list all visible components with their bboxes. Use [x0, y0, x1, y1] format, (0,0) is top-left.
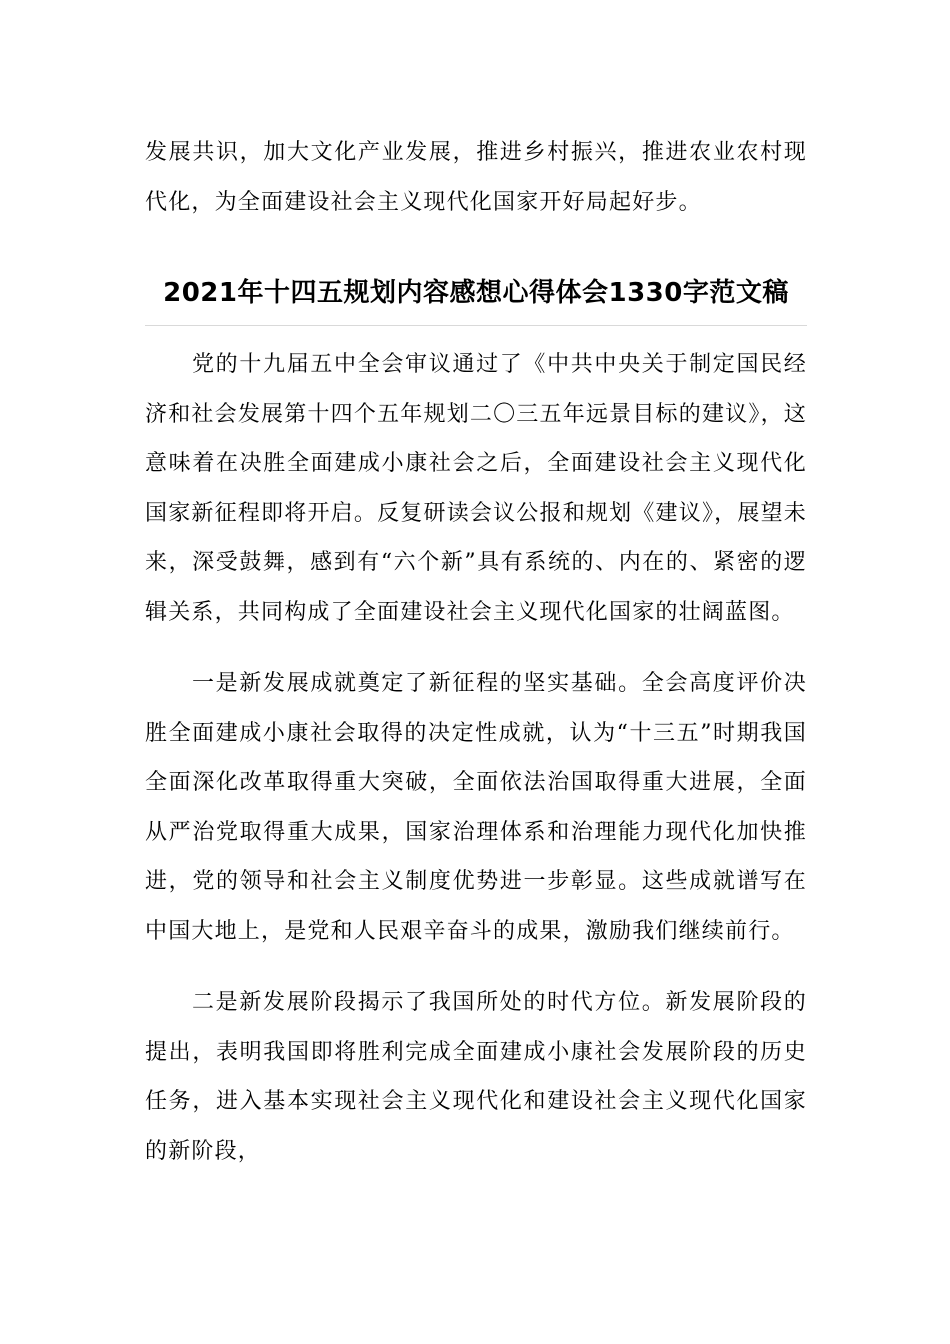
body-paragraph-1: 党的十九届五中全会审议通过了《中共中央关于制定国民经济和社会发展第十四个五年规划二〇三五年远景目标的建议》，这意味着在决胜全面建成小康社会之后，全面建设社会主义现代化国家新征程即将开启。反复研读会议公报和规划《建议》，展望未来，深受鼓舞，感到有“六个新”具有系统的、内在的、紧密的逻辑关系，共同构成了全面建设社会主义现代化国家的壮阔蓝图。: [145, 352, 807, 625]
body-paragraph-3: 二是新发展阶段揭示了我国所处的时代方位。新发展阶段的提出，表明我国即将胜利完成全面建成小康社会发展阶段的历史任务，进入基本实现社会主义现代化和建设社会主义现代化国家的新阶段，: [145, 990, 807, 1164]
document-body: [145, 128, 807, 1176]
title-block: [145, 275, 807, 326]
intro-paragraph: 发展共识，加大文化产业发展，推进乡村振兴，推进农业农村现代化，为全面建设社会主义现代化国家开好局起好步。: [145, 140, 807, 215]
body-paragraph-2: 一是新发展成就奠定了新征程的坚实基础。全会高度评价决胜全面建成小康社会取得的决定性成就，认为“十三五”时期我国全面深化改革取得重大突破，全面依法治国取得重大进展，全面从严治党取得重大成果，国家治理体系和治理能力现代化加快推进，党的领导和社会主义制度优势进一步彰显。这些成就谱写在中国大地上，是党和人民艰辛奋斗的成果，激励我们继续前行。: [145, 671, 807, 944]
article-title: 2021年十四五规划内容感想心得体会1330字范文稿: [163, 278, 789, 308]
